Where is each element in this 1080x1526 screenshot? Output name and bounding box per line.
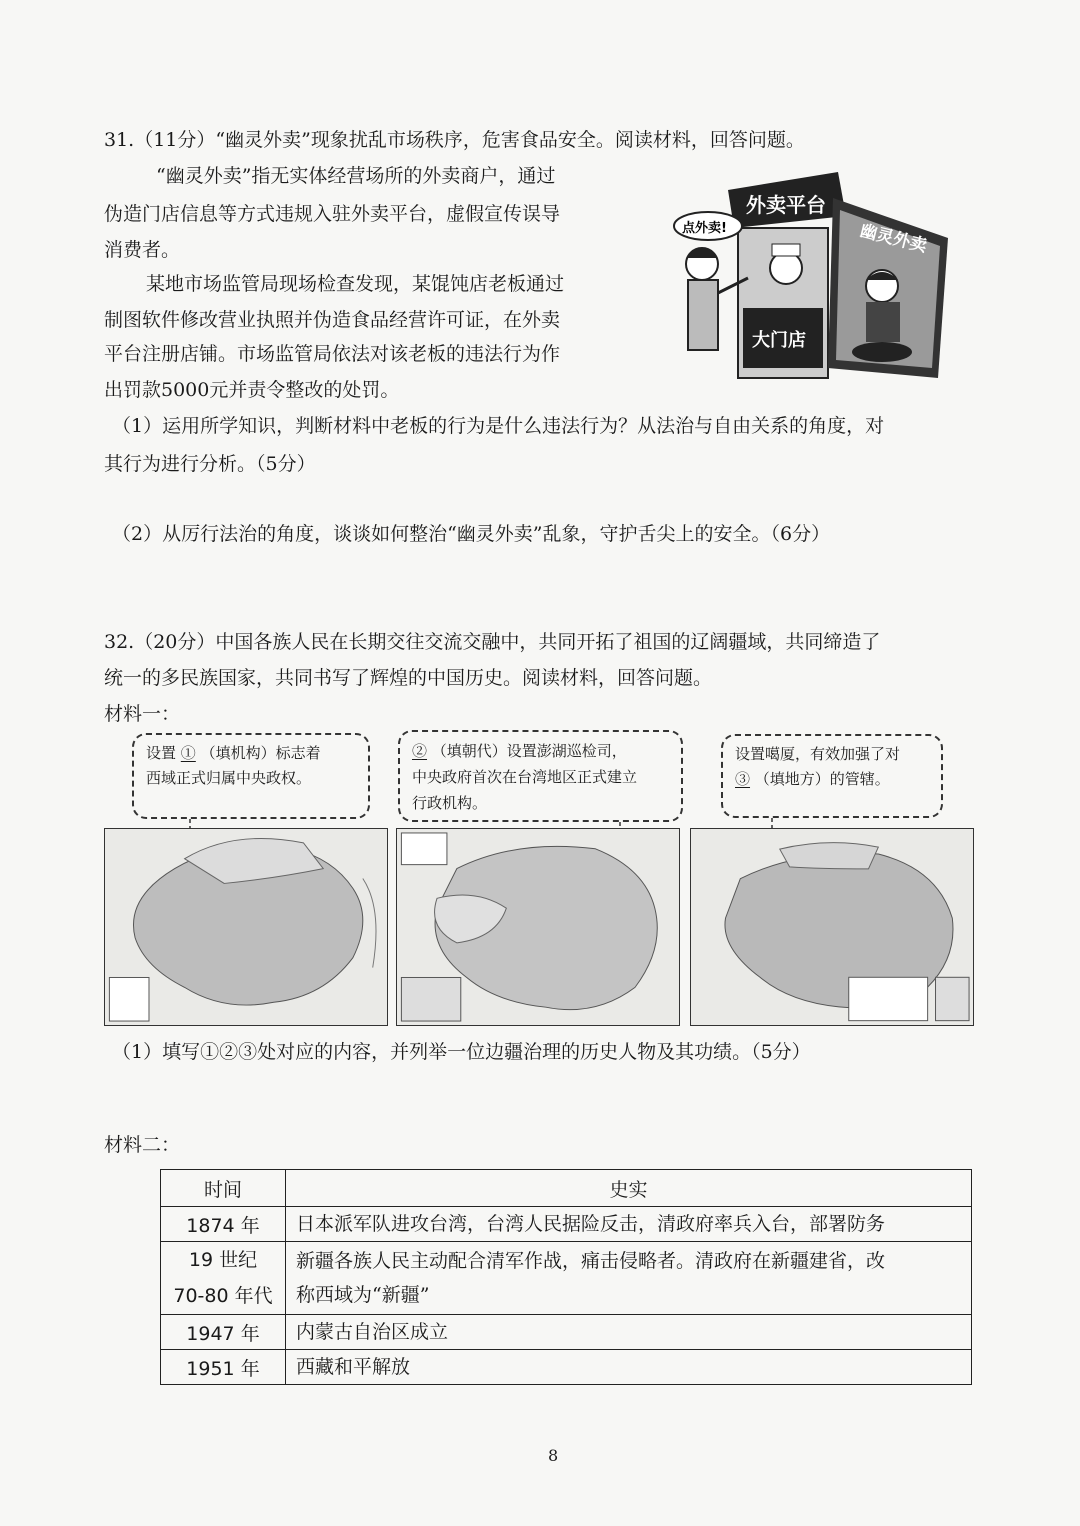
table-cell-fact-line1: 新疆各族人民主动配合清军作战，痛击侵略者。清政府在新疆建省，改 xyxy=(296,1250,886,1272)
q31-para2-line1: 某地市场监管局现场检查发现，某馄饨店老板通过 xyxy=(146,273,565,295)
table-cell-fact-line2: 称西域为“新疆” xyxy=(296,1284,430,1306)
blank-3: ③ xyxy=(735,770,751,788)
speech-bubble-text: 点外卖! xyxy=(682,221,727,236)
box2-text-post: （填朝代）设置澎湖巡检司， xyxy=(431,742,627,760)
box3-text-post: （填地方）的管辖。 xyxy=(754,770,890,788)
historical-map-1 xyxy=(104,828,388,1026)
q31-title: 31.（11分）“幽灵外卖”现象扰乱市场秩序，危害食品安全。阅读材料，回答问题。 xyxy=(104,129,805,151)
blank-1: ① xyxy=(180,744,196,762)
table-header-row xyxy=(161,1170,972,1207)
map3-inset xyxy=(936,977,970,1020)
table-row xyxy=(161,1350,972,1385)
table-cell-fact: 内蒙古自治区成立 xyxy=(286,1315,972,1350)
box1-text-post: （填机构）标志着 xyxy=(200,744,321,762)
q32-title-line1: 32.（20分）中国各族人民在长期交往交流交融中，共同开拓了祖国的辽阔疆域，共同缔造了 xyxy=(104,631,881,653)
box3-line1: 设置噶厦，有效加强了对 xyxy=(735,745,901,763)
ghost-takeaway-sign-text: 幽灵外卖 xyxy=(857,220,929,257)
map2-inset xyxy=(401,977,460,1021)
q32-title-line2: 统一的多民族国家，共同书写了辉煌的中国历史。阅读材料，回答问题。 xyxy=(104,667,713,689)
table-row xyxy=(161,1242,972,1315)
table-cell-time-line1: 19 世纪 xyxy=(188,1249,258,1271)
historical-map-3 xyxy=(690,828,974,1026)
map1-legend xyxy=(109,977,149,1021)
q31-para2-line4: 出罚款5000元并责令整改的处罚。 xyxy=(104,379,400,401)
box2-line3: 行政机构。 xyxy=(412,794,488,812)
table-cell-time: 1951 年 xyxy=(161,1350,286,1385)
table-header-time: 时间 xyxy=(161,1170,286,1207)
q31-para2-line2: 制图软件修改营业执照并伪造食品经营许可证，在外卖 xyxy=(104,309,561,331)
table-cell-time xyxy=(161,1242,286,1315)
box1-text-pre: 设置 xyxy=(146,744,177,762)
table-cell-fact: 日本派军队进攻台湾，台湾人民据险反击，清政府率兵入台，部署防务 xyxy=(286,1207,972,1242)
q32-sub1: （1）填写①②③处对应的内容，并列举一位边疆治理的历史人物及其功绩。（5分） xyxy=(112,1041,811,1063)
q31-para1-line1: “幽灵外卖”指无实体经营场所的外卖商户，通过 xyxy=(156,165,556,187)
table-cell-time: 1947 年 xyxy=(161,1315,286,1350)
material2-label: 材料二： xyxy=(104,1134,181,1156)
blank-2: ② xyxy=(412,742,428,760)
table-cell-time: 1874 年 xyxy=(161,1207,286,1242)
q31-sub1-line2: 其行为进行分析。（5分） xyxy=(104,453,316,475)
store-sign-text: 大门店 xyxy=(752,330,806,351)
table-cell-time-line2: 70-80 年代 xyxy=(173,1285,273,1307)
table-row xyxy=(161,1315,972,1350)
table-cell-fact xyxy=(286,1242,972,1315)
history-table xyxy=(160,1169,972,1385)
map2-legend xyxy=(401,833,447,865)
q31-sub2: （2）从厉行法治的角度，谈谈如何整治“幽灵外卖”乱象，守护舌尖上的安全。（6分） xyxy=(112,523,831,545)
table-cell-fact: 西藏和平解放 xyxy=(286,1350,972,1385)
platform-sign-text: 外卖平台 xyxy=(746,193,826,217)
q31-sub1-line1: （1）运用所学知识，判断材料中老板的行为是什么违法行为？从法治与自由关系的角度，对 xyxy=(112,415,885,437)
map3-legend xyxy=(849,977,928,1020)
material1-label: 材料一： xyxy=(104,703,181,725)
historical-map-2 xyxy=(396,828,680,1026)
table-row xyxy=(161,1207,972,1242)
box1-line2: 西域正式归属中央政权。 xyxy=(146,769,312,787)
box2-line2: 中央政府首次在台湾地区正式建立 xyxy=(412,768,638,786)
table-header-fact: 史实 xyxy=(286,1170,972,1207)
q31-para1-line3: 消费者。 xyxy=(104,239,181,261)
q31-para1-line2: 伪造门店信息等方式违规入驻外卖平台，虚假宣传误导 xyxy=(104,203,561,225)
q31-para2-line3: 平台注册店铺。市场监管局依法对该老板的违法行为作 xyxy=(104,343,561,365)
page-number: 8 xyxy=(548,1446,559,1465)
